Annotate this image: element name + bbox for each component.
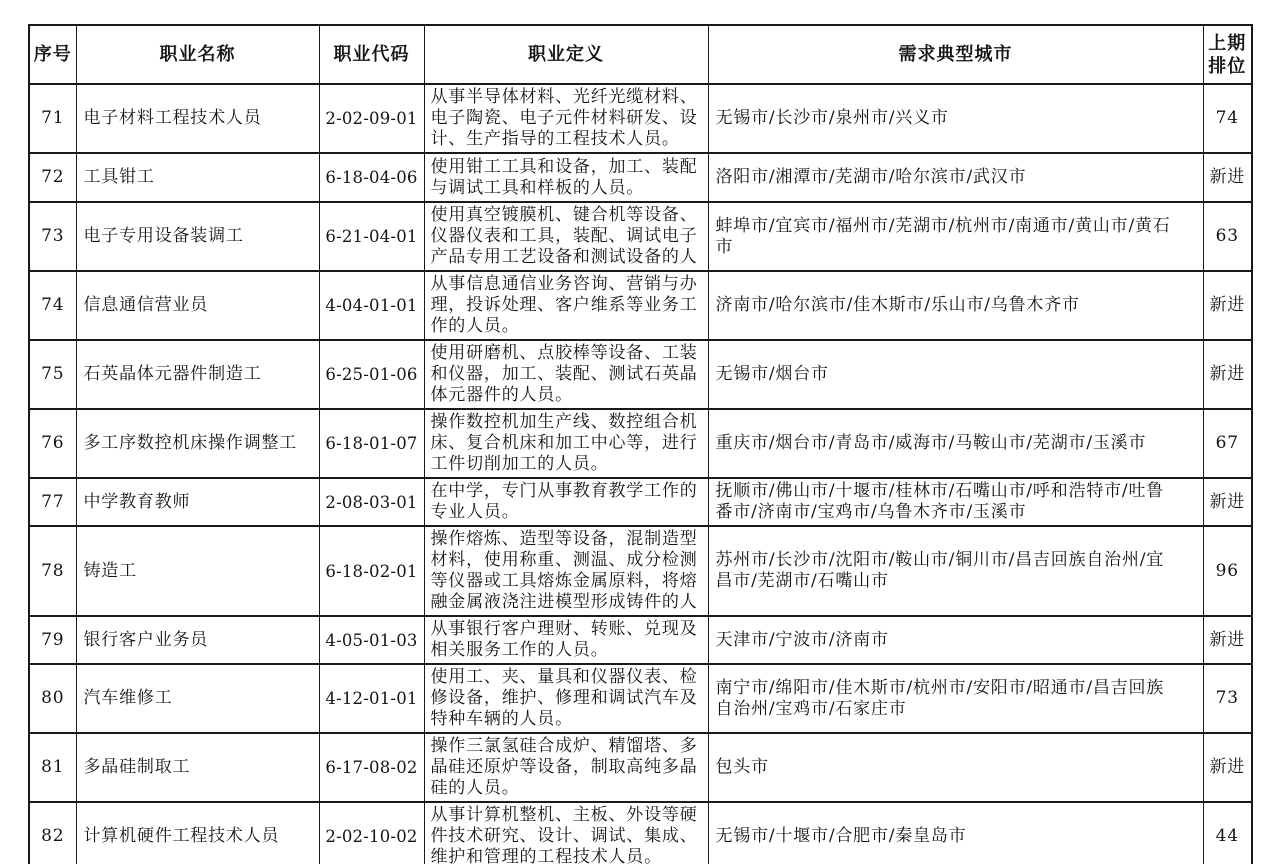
occupation-code-cell: 4-12-01-01 bbox=[319, 664, 424, 733]
occupation-definition-cell: 使用工、夹、量具和仪器仪表、检修设备，维护、修理和调试汽车及特种车辆的人员。 bbox=[424, 664, 708, 733]
occupation-code-cell: 6-18-04-06 bbox=[319, 153, 424, 202]
occupation-definition-cell: 使用钳工工具和设备，加工、装配与调试工具和样板的人员。 bbox=[424, 153, 708, 202]
demand-cities-cell: 无锡市/烟台市 bbox=[708, 340, 1203, 409]
occupation-name-cell: 石英晶体元器件制造工 bbox=[76, 340, 319, 409]
table-row bbox=[29, 409, 1252, 478]
serial-cell: 77 bbox=[29, 478, 76, 526]
serial-cell: 81 bbox=[29, 733, 76, 802]
demand-cities-cell: 抚顺市/佛山市/十堰市/桂林市/石嘴山市/呼和浩特市/吐鲁番市/济南市/宝鸡市/乌鲁木齐市/玉溪市 bbox=[708, 478, 1203, 526]
occupation-definition-cell: 使用真空镀膜机、键合机等设备、仪器仪表和工具，装配、调试电子产品专用工艺设备和测试设备的人 bbox=[424, 202, 708, 271]
occupation-name-cell: 汽车维修工 bbox=[76, 664, 319, 733]
occupation-name-cell: 铸造工 bbox=[76, 526, 319, 616]
previous-rank-cell: 63 bbox=[1203, 202, 1252, 271]
table-row bbox=[29, 664, 1252, 733]
demand-cities-cell: 无锡市/长沙市/泉州市/兴义市 bbox=[708, 84, 1203, 153]
occupation-definition-cell: 从事银行客户理财、转账、兑现及相关服务工作的人员。 bbox=[424, 616, 708, 664]
occupation-definition-cell: 操作数控机加生产线、数控组合机床、复合机床和加工中心等，进行工件切削加工的人员。 bbox=[424, 409, 708, 478]
demand-cities-cell: 天津市/宁波市/济南市 bbox=[708, 616, 1203, 664]
occupation-name-cell: 工具钳工 bbox=[76, 153, 319, 202]
serial-cell: 82 bbox=[29, 802, 76, 864]
occupation-name-cell: 多晶硅制取工 bbox=[76, 733, 319, 802]
previous-rank-cell: 新进 bbox=[1203, 478, 1252, 526]
occupation-name-cell: 银行客户业务员 bbox=[76, 616, 319, 664]
col-header-occupation-name: 职业名称 bbox=[76, 25, 319, 84]
occupation-definition-cell: 在中学，专门从事教育教学工作的专业人员。 bbox=[424, 478, 708, 526]
col-header-previous-rank: 上期排位 bbox=[1203, 25, 1252, 84]
serial-cell: 72 bbox=[29, 153, 76, 202]
table-row bbox=[29, 340, 1252, 409]
serial-cell: 80 bbox=[29, 664, 76, 733]
serial-cell: 78 bbox=[29, 526, 76, 616]
occupation-code-cell: 4-05-01-03 bbox=[319, 616, 424, 664]
occupation-name-cell: 信息通信营业员 bbox=[76, 271, 319, 340]
occupation-code-cell: 2-02-10-02 bbox=[319, 802, 424, 864]
previous-rank-cell: 73 bbox=[1203, 664, 1252, 733]
table-row bbox=[29, 271, 1252, 340]
occupation-code-cell: 4-04-01-01 bbox=[319, 271, 424, 340]
table-row bbox=[29, 153, 1252, 202]
previous-rank-cell: 新进 bbox=[1203, 733, 1252, 802]
table-row bbox=[29, 84, 1252, 153]
table-row bbox=[29, 526, 1252, 616]
occupation-code-cell: 6-21-04-01 bbox=[319, 202, 424, 271]
occupation-definition-cell: 从事半导体材料、光纤光缆材料、电子陶瓷、电子元件材料研发、设计、生产指导的工程技术人员。 bbox=[424, 84, 708, 153]
demand-cities-cell: 南宁市/绵阳市/佳木斯市/杭州市/安阳市/昭通市/昌吉回族自治州/宝鸡市/石家庄市 bbox=[708, 664, 1203, 733]
header-row bbox=[29, 25, 1252, 84]
occupation-code-cell: 6-17-08-02 bbox=[319, 733, 424, 802]
previous-rank-cell: 新进 bbox=[1203, 153, 1252, 202]
col-header-occupation-definition: 职业定义 bbox=[424, 25, 708, 84]
previous-rank-cell: 74 bbox=[1203, 84, 1252, 153]
col-header-demand-cities: 需求典型城市 bbox=[708, 25, 1203, 84]
previous-rank-cell: 67 bbox=[1203, 409, 1252, 478]
occupation-code-cell: 6-18-02-01 bbox=[319, 526, 424, 616]
demand-cities-cell: 无锡市/十堰市/合肥市/秦皇岛市 bbox=[708, 802, 1203, 864]
serial-cell: 79 bbox=[29, 616, 76, 664]
previous-rank-cell: 96 bbox=[1203, 526, 1252, 616]
table-row bbox=[29, 202, 1252, 271]
occupation-name-cell: 计算机硬件工程技术人员 bbox=[76, 802, 319, 864]
previous-rank-cell: 新进 bbox=[1203, 271, 1252, 340]
occupation-definition-cell: 操作熔炼、造型等设备，混制造型材料，使用称重、测温、成分检测等仪器或工具熔炼金属原料，将熔融金属液浇注进模型形成铸件的人 bbox=[424, 526, 708, 616]
serial-cell: 75 bbox=[29, 340, 76, 409]
demand-cities-cell: 包头市 bbox=[708, 733, 1203, 802]
table-row bbox=[29, 478, 1252, 526]
occupation-name-cell: 多工序数控机床操作调整工 bbox=[76, 409, 319, 478]
serial-cell: 71 bbox=[29, 84, 76, 153]
table-row bbox=[29, 733, 1252, 802]
occupation-code-cell: 6-18-01-07 bbox=[319, 409, 424, 478]
occupation-definition-cell: 使用研磨机、点胶棒等设备、工装和仪器，加工、装配、测试石英晶体元器件的人员。 bbox=[424, 340, 708, 409]
demand-cities-cell: 洛阳市/湘潭市/芜湖市/哈尔滨市/武汉市 bbox=[708, 153, 1203, 202]
occupation-name-cell: 电子材料工程技术人员 bbox=[76, 84, 319, 153]
occupation-code-cell: 2-08-03-01 bbox=[319, 478, 424, 526]
previous-rank-cell: 新进 bbox=[1203, 340, 1252, 409]
previous-rank-cell: 44 bbox=[1203, 802, 1252, 864]
occupation-code-cell: 2-02-09-01 bbox=[319, 84, 424, 153]
serial-cell: 74 bbox=[29, 271, 76, 340]
demand-cities-cell: 济南市/哈尔滨市/佳木斯市/乐山市/乌鲁木齐市 bbox=[708, 271, 1203, 340]
demand-cities-cell: 重庆市/烟台市/青岛市/威海市/马鞍山市/芜湖市/玉溪市 bbox=[708, 409, 1203, 478]
occupation-definition-cell: 从事计算机整机、主板、外设等硬件技术研究、设计、调试、集成、维护和管理的工程技术人员。 bbox=[424, 802, 708, 864]
previous-rank-cell: 新进 bbox=[1203, 616, 1252, 664]
table-row bbox=[29, 616, 1252, 664]
occupation-name-cell: 电子专用设备装调工 bbox=[76, 202, 319, 271]
table-row bbox=[29, 802, 1252, 864]
demand-cities-cell: 蚌埠市/宜宾市/福州市/芜湖市/杭州市/南通市/黄山市/黄石市 bbox=[708, 202, 1203, 271]
occupation-definition-cell: 操作三氯氢硅合成炉、精馏塔、多晶硅还原炉等设备，制取高纯多晶硅的人员。 bbox=[424, 733, 708, 802]
demand-cities-cell: 苏州市/长沙市/沈阳市/鞍山市/铜川市/昌吉回族自治州/宜昌市/芜湖市/石嘴山市 bbox=[708, 526, 1203, 616]
occupation-definition-cell: 从事信息通信业务咨询、营销与办理，投诉处理、客户维系等业务工作的人员。 bbox=[424, 271, 708, 340]
serial-cell: 76 bbox=[29, 409, 76, 478]
col-header-occupation-code: 职业代码 bbox=[319, 25, 424, 84]
occupation-code-cell: 6-25-01-06 bbox=[319, 340, 424, 409]
occupation-name-cell: 中学教育教师 bbox=[76, 478, 319, 526]
col-header-serial: 序号 bbox=[29, 25, 76, 84]
serial-cell: 73 bbox=[29, 202, 76, 271]
occupation-ranking-table bbox=[28, 24, 1253, 864]
